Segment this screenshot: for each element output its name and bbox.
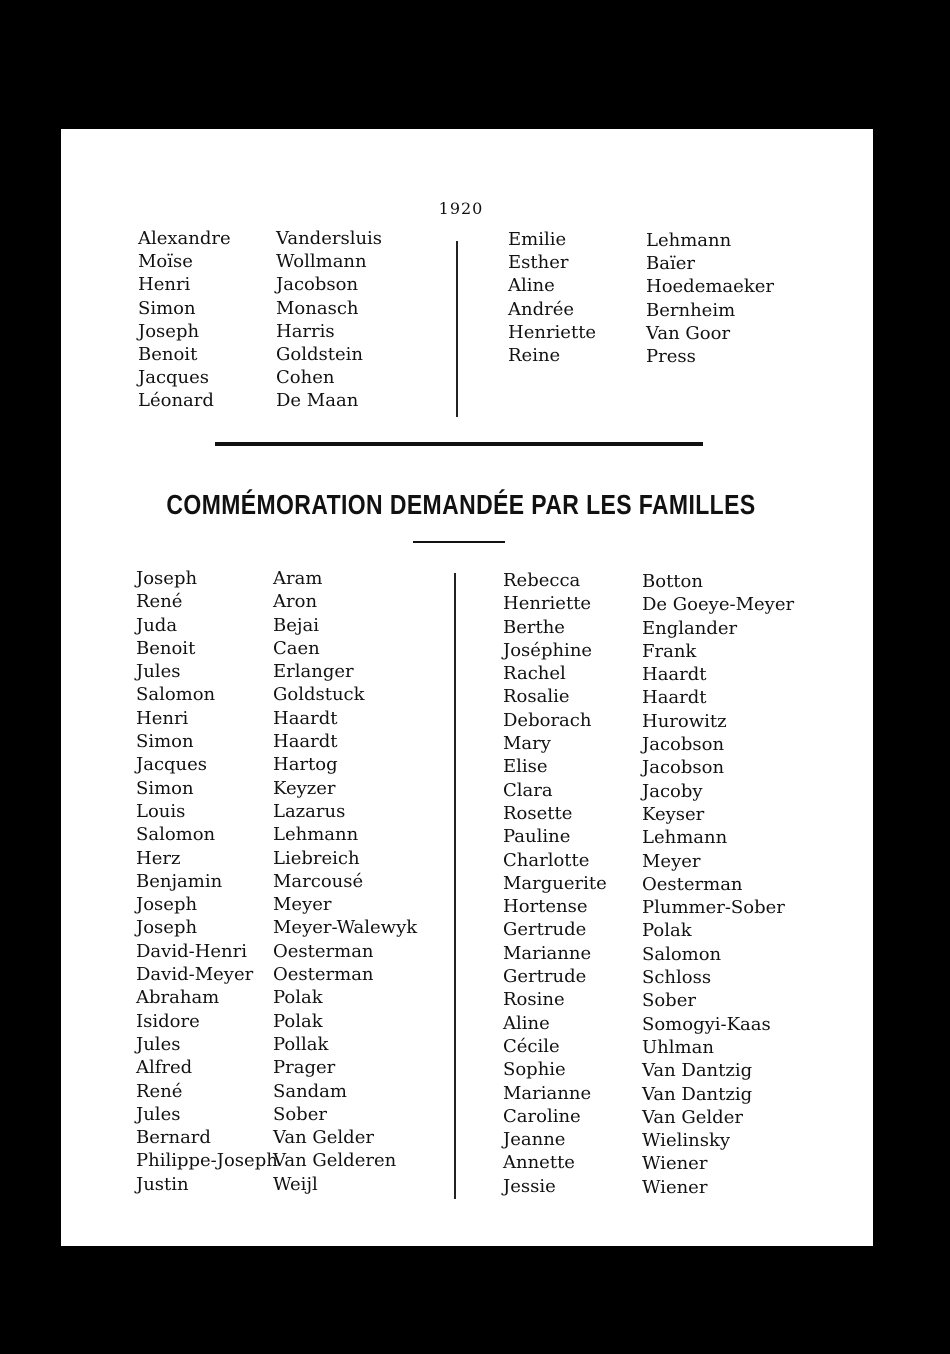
heading-underline: [413, 541, 505, 543]
name-entry: Joseph: [136, 917, 198, 939]
name-entry: René: [136, 591, 183, 613]
name-entry: Lehmann: [642, 827, 728, 849]
name-entry: Prager: [273, 1057, 336, 1079]
top-left-last-names: [276, 227, 382, 413]
name-entry: Clara: [503, 779, 553, 801]
name-entry: Bernheim: [646, 299, 736, 321]
name-entry: Marguerite: [503, 872, 607, 894]
name-entry: Wielinsky: [642, 1130, 731, 1152]
name-entry: De Maan: [276, 390, 359, 412]
name-entry: Andrée: [508, 298, 575, 320]
name-entry: Wollmann: [276, 251, 367, 273]
section-heading: COMMÉMORATION DEMANDÉE PAR LES FAMILLES: [166, 489, 756, 520]
name-entry: Jacques: [138, 367, 210, 389]
name-entry: Jeanne: [503, 1129, 566, 1151]
name-entry: Pollak: [273, 1033, 329, 1055]
name-entry: Hortense: [503, 896, 588, 918]
name-entry: Caen: [273, 637, 320, 659]
name-entry: Liebreich: [273, 847, 360, 869]
name-entry: Léonard: [138, 390, 214, 412]
name-entry: Justin: [136, 1173, 189, 1195]
name-entry: Haardt: [273, 707, 338, 729]
name-entry: Aline: [508, 275, 555, 297]
name-entry: Goldstuck: [273, 684, 365, 706]
name-entry: Annette: [503, 1152, 575, 1174]
name-entry: David-Henri: [136, 940, 247, 962]
name-entry: Henri: [136, 707, 189, 729]
name-entry: Gertrude: [503, 919, 587, 941]
name-entry: Oesterman: [642, 873, 743, 895]
name-entry: Alexandre: [138, 228, 231, 249]
name-entry: Van Goor: [646, 322, 731, 344]
name-entry: Henriette: [508, 321, 597, 343]
name-entry: Jessie: [503, 1175, 556, 1197]
name-entry: Herz: [136, 847, 181, 869]
name-entry: Van Gelder: [642, 1106, 743, 1128]
bottom-column-divider: [454, 573, 456, 1199]
name-entry: Rachel: [503, 663, 566, 685]
name-entry: Wiener: [642, 1153, 708, 1175]
name-entry: Joseph: [136, 568, 198, 589]
name-entry: Meyer: [642, 850, 701, 872]
top-right-first-names: [508, 228, 596, 367]
name-entry: Juda: [136, 614, 178, 636]
name-entry: Rosine: [503, 989, 565, 1011]
name-entry: Meyer: [273, 894, 332, 916]
name-entry: Aron: [273, 591, 318, 613]
name-entry: Erlanger: [273, 661, 354, 683]
name-entry: Van Gelderen: [273, 1150, 397, 1172]
top-left-first-names: [138, 227, 231, 413]
name-entry: Sober: [273, 1103, 327, 1125]
name-entry: Polak: [273, 987, 323, 1009]
name-entry: Emilie: [508, 229, 567, 250]
name-entry: Aline: [503, 1012, 550, 1034]
name-entry: Alfred: [136, 1057, 193, 1079]
name-entry: Berthe: [503, 616, 565, 638]
name-entry: Cécile: [503, 1035, 560, 1057]
name-entry: Abraham: [136, 987, 220, 1009]
name-entry: Jacobson: [276, 274, 359, 296]
name-entry: Deborach: [503, 709, 592, 731]
name-entry: Sandam: [273, 1080, 347, 1102]
name-entry: Salomon: [642, 943, 722, 965]
name-entry: Sophie: [503, 1059, 566, 1081]
name-entry: Van Dantzig: [642, 1083, 753, 1105]
page-year: 1920: [438, 199, 484, 218]
name-entry: Jacobson: [642, 757, 725, 779]
bottom-left-last-names: [273, 567, 417, 1196]
name-entry: Haardt: [642, 687, 707, 709]
name-entry: Moïse: [138, 251, 193, 273]
name-entry: Joseph: [136, 894, 198, 916]
name-entry: Benjamin: [136, 870, 223, 892]
name-entry: Simon: [136, 731, 194, 753]
name-entry: Mary: [503, 733, 551, 755]
name-entry: Henriette: [503, 593, 592, 615]
name-entry: Cohen: [276, 367, 335, 389]
name-entry: Hoedemaeker: [646, 276, 774, 298]
name-entry: Oesterman: [273, 964, 374, 986]
name-entry: Gertrude: [503, 966, 587, 988]
name-entry: Rosalie: [503, 686, 570, 708]
name-entry: Marianne: [503, 1082, 592, 1104]
name-entry: Rebecca: [503, 570, 581, 591]
name-entry: Salomon: [136, 824, 216, 846]
name-entry: Plummer-Sober: [642, 897, 785, 919]
name-entry: Isidore: [136, 1010, 200, 1032]
name-entry: Lazarus: [273, 800, 346, 822]
name-entry: Louis: [136, 800, 186, 822]
name-entry: Joseph: [138, 320, 200, 342]
name-entry: Benoit: [138, 343, 198, 365]
name-entry: Sober: [642, 990, 696, 1012]
name-entry: Meyer-Walewyk: [273, 917, 418, 939]
name-entry: Joséphine: [503, 639, 593, 661]
name-entry: Elise: [503, 756, 548, 778]
name-entry: Pauline: [503, 826, 571, 848]
name-entry: Hartog: [273, 754, 338, 776]
name-entry: Goldstein: [276, 343, 363, 365]
name-entry: Charlotte: [503, 849, 590, 871]
name-entry: Reine: [508, 344, 561, 366]
page: [61, 129, 873, 1246]
name-entry: Polak: [642, 920, 692, 942]
name-entry: Haardt: [273, 731, 338, 753]
top-right-last-names: [646, 229, 774, 368]
name-entry: Lehmann: [273, 824, 359, 846]
name-entry: Jules: [136, 1103, 181, 1125]
name-entry: Rosette: [503, 802, 573, 824]
name-entry: Keyzer: [273, 777, 336, 799]
name-entry: Marcousé: [273, 870, 364, 892]
name-entry: Simon: [136, 777, 194, 799]
name-entry: Esther: [508, 252, 569, 274]
name-entry: Van Dantzig: [642, 1060, 753, 1082]
name-entry: Marianne: [503, 942, 592, 964]
name-entry: Caroline: [503, 1105, 581, 1127]
name-entry: Frank: [642, 640, 697, 662]
name-entry: Jacques: [136, 754, 208, 776]
name-entry: Benoit: [136, 637, 196, 659]
name-entry: Haardt: [642, 664, 707, 686]
section-divider: [215, 442, 703, 446]
name-entry: Wiener: [642, 1176, 708, 1198]
name-entry: Schloss: [642, 967, 712, 989]
name-entry: Philippe-Joseph: [136, 1150, 278, 1172]
name-entry: Jules: [136, 661, 181, 683]
name-entry: Vandersluis: [276, 228, 383, 249]
top-column-divider: [456, 241, 458, 417]
name-entry: Van Gelder: [273, 1127, 374, 1149]
name-entry: Oesterman: [273, 940, 374, 962]
name-entry: Polak: [273, 1010, 323, 1032]
name-entry: Jacoby: [642, 780, 703, 802]
name-entry: Press: [646, 345, 696, 367]
name-entry: Jules: [136, 1033, 181, 1055]
name-entry: Lehmann: [646, 230, 732, 251]
name-entry: Keyser: [642, 803, 705, 825]
name-entry: Englander: [642, 617, 738, 639]
name-entry: Botton: [642, 571, 703, 592]
name-entry: René: [136, 1080, 183, 1102]
name-entry: Jacobson: [642, 734, 725, 756]
bottom-right-first-names: [503, 569, 607, 1198]
name-entry: Monasch: [276, 297, 359, 319]
name-entry: Salomon: [136, 684, 216, 706]
name-entry: Henri: [138, 274, 191, 296]
name-entry: Hurowitz: [642, 710, 727, 732]
name-entry: De Goeye-Meyer: [642, 594, 795, 616]
name-entry: Somogyi-Kaas: [642, 1013, 771, 1035]
bottom-left-first-names: [136, 567, 278, 1196]
name-entry: Bernard: [136, 1127, 211, 1149]
name-entry: Baïer: [646, 253, 695, 275]
bottom-right-last-names: [642, 570, 794, 1199]
name-entry: David-Meyer: [136, 964, 254, 986]
name-entry: Harris: [276, 320, 335, 342]
name-entry: Weijl: [273, 1173, 318, 1195]
name-entry: Uhlman: [642, 1036, 714, 1058]
name-entry: Aram: [273, 568, 323, 589]
name-entry: Bejai: [273, 614, 319, 636]
name-entry: Simon: [138, 297, 196, 319]
